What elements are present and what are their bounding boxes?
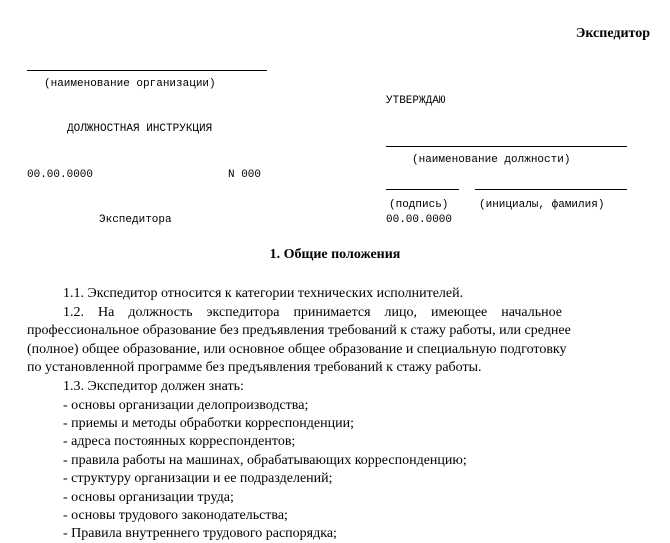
list-item: - Правила внутреннего трудового распорядка;	[63, 526, 337, 541]
org-name-line	[27, 70, 267, 71]
list-item: - основы организации делопроизводства;	[63, 398, 309, 413]
signature-caption: (подпись)	[389, 199, 449, 211]
list-item: - основы трудового законодательства;	[63, 508, 288, 523]
paragraph-1-3: 1.3. Экспедитор должен знать:	[63, 379, 244, 394]
section-heading: 1. Общие положения	[269, 247, 401, 262]
list-item: - правила работы на машинах, обрабатывающих корреспонденцию;	[63, 453, 467, 468]
paragraph-1-2-line: по установленной программе без предъявления требований к стажу работы.	[27, 360, 482, 375]
list-item: - адреса постоянных корреспондентов;	[63, 434, 296, 449]
approve-date: 00.00.0000	[386, 214, 453, 226]
doc-type-label: ДОЛЖНОСТНАЯ ИНСТРУКЦИЯ	[67, 123, 213, 135]
position-caption: (наименование должности)	[412, 154, 571, 166]
paragraph-1-2-line: 1.2. На должность экспедитора принимается лицо, имеющее начальное	[63, 305, 563, 320]
list-item: - основы организации труда;	[63, 490, 234, 505]
list-item: - приемы и методы обработки корреспонденции;	[63, 416, 354, 431]
paragraph-1-2-line: (полное) общее образование, или основное общее образование и специальную подготовку	[27, 342, 567, 357]
list-item: - структуру организации и ее подразделений;	[63, 471, 333, 486]
paragraph-1-2-line: профессиональное образование без предъявления требований к стажу работы, или среднее	[27, 323, 571, 338]
doc-number: N 000	[228, 169, 262, 181]
initials-line	[475, 189, 627, 190]
job-title: Экспедитор	[575, 26, 650, 41]
paragraph-1-1: 1.1. Экспедитор относится к категории технических исполнителей.	[63, 286, 464, 301]
doc-date: 00.00.0000	[27, 169, 94, 181]
position-line	[386, 146, 627, 147]
signature-line	[386, 189, 459, 190]
initials-caption: (инициалы, фамилия)	[479, 199, 605, 211]
approve-label: УТВЕРЖДАЮ	[386, 95, 446, 107]
doc-subject: Экспедитора	[99, 214, 172, 226]
org-name-caption: (наименование организации)	[44, 78, 216, 90]
